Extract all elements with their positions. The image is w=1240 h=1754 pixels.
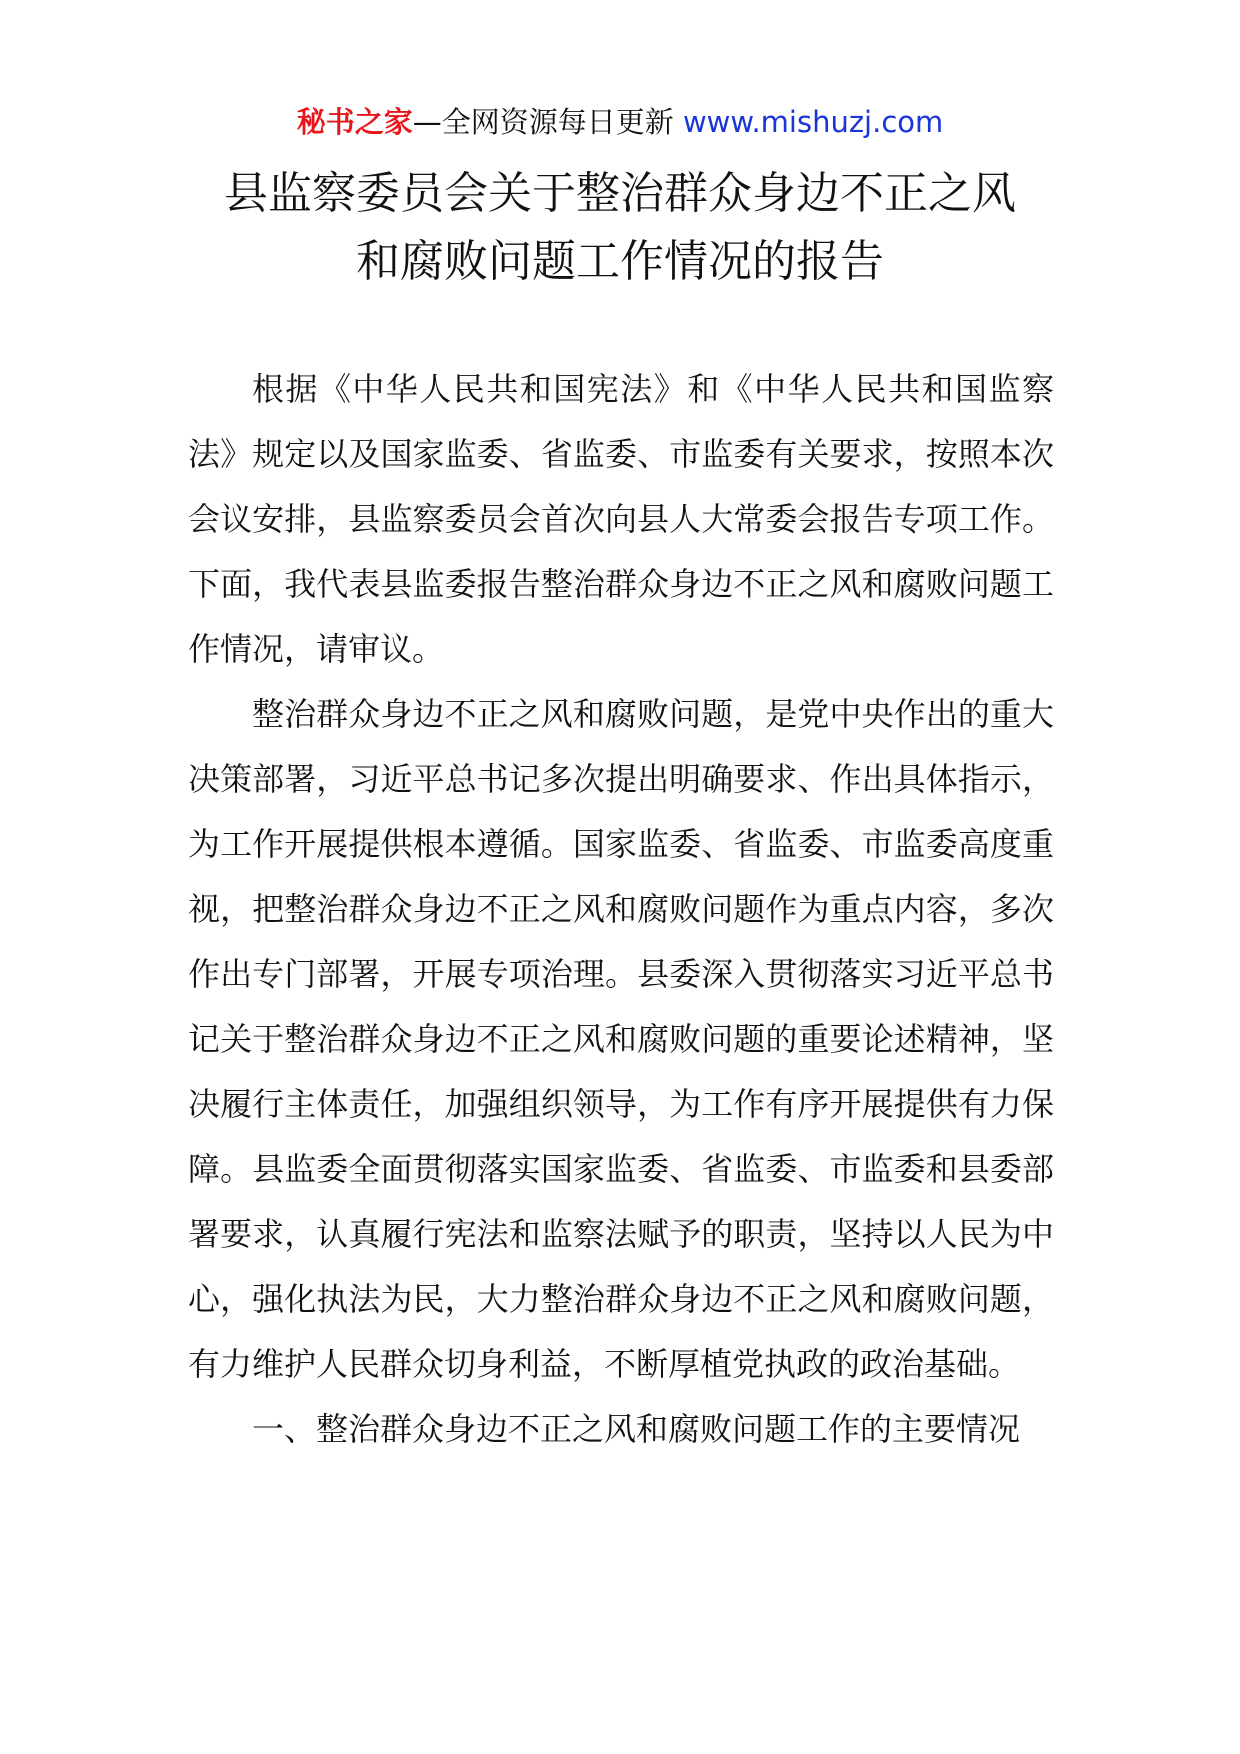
brand-name: 秘书之家 xyxy=(296,105,413,139)
site-url-link[interactable]: www.mishuzj.com xyxy=(682,105,944,139)
title-line-1: 县监察委员会关于整治群众身边不正之风 xyxy=(224,168,1016,219)
header-tagline: —全网资源每日更新 xyxy=(412,105,674,139)
site-header xyxy=(0,100,1240,144)
paragraph-intro: 根据《中华人民共和国宪法》和《中华人民共和国监察法》规定以及国家监委、省监委、市监委有关要求，按照本次会议安排，县监察委员会首次向县人大常委会报告专项工作。下面，我代表县监委报告整治群众身边不正之风和腐败问题工作情况，请审议。 xyxy=(188,370,1054,668)
paragraph-background: 整治群众身边不正之风和腐败问题，是党中央作出的重大决策部署，习近平总书记多次提出明确要求、作出具体指示，为工作开展提供根本遵循。国家监委、省监委、市监委高度重视，把整治群众身边不正之风和腐败问题作为重点内容，多次作出专门部署，开展专项治理。县委深入贯彻落实习近平总书记关于整治群众身边不正之风和腐败问题的重要论述精神，坚决履行主体责任，加强组织领导，为工作有序开展提供有力保障。县监委全面贯彻落实国家监委、省监委、市监委和县委部署要求，认真履行宪法和监察法赋予的职责，坚持以人民为中心，强化执法为民，大力整治群众身边不正之风和腐败问题，有力维护人民群众切身利益，不断厚植党执政的政治基础。 xyxy=(188,695,1054,1383)
document-title xyxy=(180,160,1060,296)
section-heading-1: 一、整治群众身边不正之风和腐败问题工作的主要情况 xyxy=(252,1410,1021,1448)
document-body xyxy=(188,357,1054,1462)
title-line-2: 和腐败问题工作情况的报告 xyxy=(356,236,884,287)
